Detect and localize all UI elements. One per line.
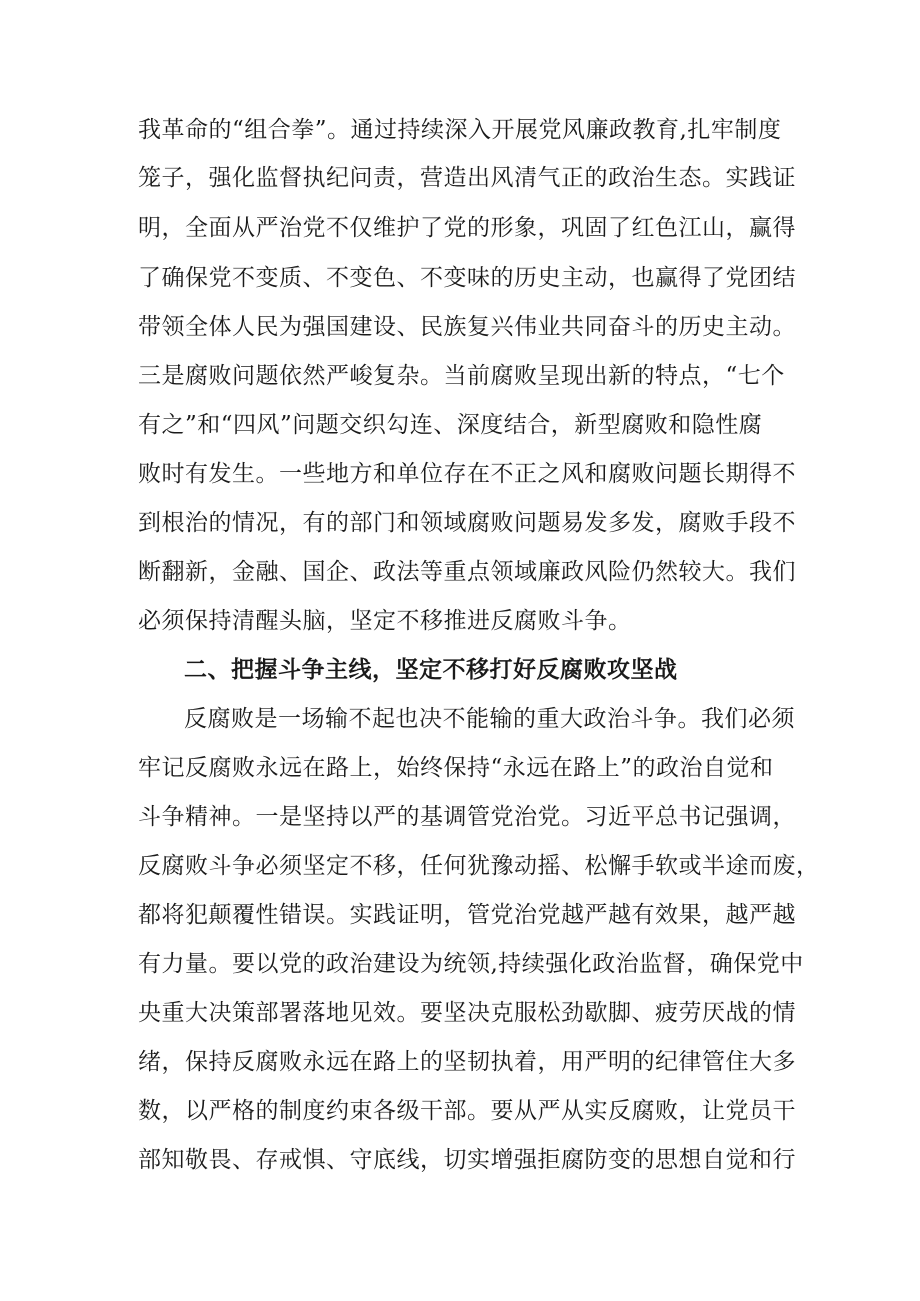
text-line: 央重大决策部署落地见效。要坚决克服松劲歇脚、疲劳厌战的情: [138, 1000, 796, 1026]
text-line: 反腐败是一场输不起也决不能输的重大政治斗争。我们必须: [184, 706, 795, 732]
section-heading: 二、把握斗争主线，坚定不移打好反腐败攻坚战: [184, 657, 678, 683]
text-line: 牢记反腐败永远在路上，始终保持“永远在路上”的政治自觉和: [138, 755, 774, 781]
text-line: 反腐败斗争必须坚定不移，任何犹豫动摇、松懈手软或半途而废，: [138, 853, 820, 879]
text-line: 有力量。要以党的政治建设为统领,持续强化政治监督，确保党中: [138, 951, 804, 977]
text-line: 绪，保持反腐败永远在路上的坚韧执着，用严明的纪律管住大多: [138, 1049, 796, 1075]
text-line: 笼子，强化监督执纪问责，营造出风清气正的政治生态。实践证: [138, 165, 796, 191]
text-line: 到根治的情况，有的部门和领域腐败问题易发多发，腐败手段不: [138, 510, 796, 536]
text-line: 必须保持清醒头脑，坚定不移推进反腐败斗争。: [138, 608, 632, 634]
text-line: 数，以严格的制度约束各级干部。要从严从实反腐败，让党员干: [138, 1098, 796, 1124]
text-line: 部知敬畏、存戒惧、守底线，切实增强拒腐防变的思想自觉和行: [138, 1147, 796, 1173]
text-line: 都将犯颠覆性错误。实践证明，管党治党越严越有效果，越严越: [138, 902, 796, 928]
text-line: 带领全体人民为强国建设、民族复兴伟业共同奋斗的历史主动。: [138, 314, 796, 340]
text-line: 断翻新，金融、国企、政法等重点领域廉政风险仍然较大。我们: [138, 559, 796, 585]
text-line: 斗争精神。一是坚持以严的基调管党治党。习近平总书记强调，: [138, 804, 796, 830]
text-line: 明，全面从严治党不仅维护了党的形象，巩固了红色江山，赢得: [138, 215, 796, 241]
text-line: 有之”和“四风”问题交织勾连、深度结合，新型腐败和隐性腐: [138, 412, 763, 438]
text-line: 了确保党不变质、不变色、不变味的历史主动，也赢得了党团结: [138, 265, 796, 291]
text-line: 三是腐败问题依然严峻复杂。当前腐败呈现出新的特点，“七个: [138, 363, 785, 389]
text-line: 败时有发生。一些地方和单位存在不正之风和腐败问题长期得不: [138, 461, 796, 487]
text-line: 我革命的“组合拳”。通过持续深入开展党风廉政教育,扎牢制度: [138, 117, 782, 143]
